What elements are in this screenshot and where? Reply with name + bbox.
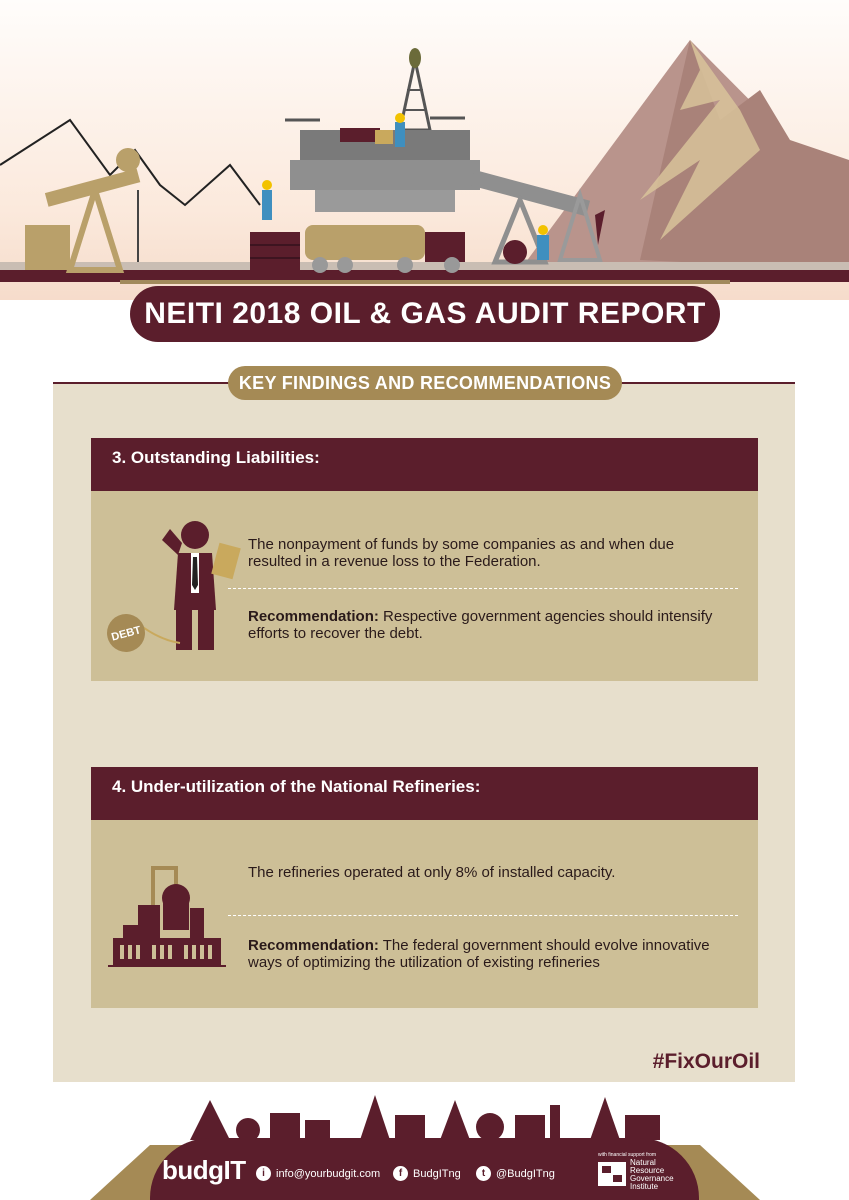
section-badge: KEY FINDINGS AND RECOMMENDATIONS (228, 366, 622, 400)
facebook-text: BudgITng (413, 1167, 461, 1180)
partner-name (630, 1159, 674, 1191)
finding-text: The refineries operated at only 8% of installed capacity. (248, 864, 616, 881)
recommendation-text (248, 608, 738, 642)
oil-field-scene-icon (0, 0, 849, 300)
twitter-icon: t (476, 1166, 491, 1181)
recommendation-label: Recommendation: (248, 937, 379, 954)
debt-label: DEBT (110, 624, 143, 644)
email-contact[interactable] (256, 1166, 380, 1181)
twitter-contact[interactable] (476, 1166, 555, 1181)
email-text: info@yourbudgit.com (276, 1167, 381, 1180)
brand-logo: budgIT (162, 1155, 246, 1185)
dashed-divider (228, 588, 738, 589)
partner-line: Institute (630, 1182, 659, 1191)
facebook-contact[interactable] (393, 1166, 461, 1181)
refinery-icon (108, 860, 226, 970)
title-underline (120, 280, 730, 284)
twitter-text: @BudgITng (496, 1167, 555, 1180)
partner-line: Resource (630, 1166, 665, 1175)
support-note: with financial support from (598, 1152, 657, 1158)
hero-illustration (0, 0, 849, 300)
page-title: NEITI 2018 OIL & GAS AUDIT REPORT (130, 286, 720, 342)
finding-text: The nonpayment of funds by some companies as and when due resulted in a revenue loss to the Federation. (248, 536, 675, 570)
section-heading-liabilities: 3. Outstanding Liabilities: (91, 438, 758, 491)
info-icon: i (256, 1166, 271, 1181)
recommendation-label: Recommendation: (248, 608, 379, 625)
recommendation-body: Respective government agencies should intensify efforts to recover the debt. (248, 608, 713, 642)
hashtag: #FixOurOil (652, 1050, 760, 1073)
dashed-divider (228, 915, 738, 916)
partner-line: Natural (630, 1158, 656, 1167)
recommendation-body: The federal government should evolve innovative ways of optimizing the utilization of existing refineries (248, 937, 710, 971)
facebook-icon: f (393, 1166, 408, 1181)
recommendation-text (248, 937, 738, 971)
section-heading-refineries: 4. Under-utilization of the National Refineries: (91, 767, 758, 820)
nrgi-logo-icon (598, 1162, 626, 1186)
partner-line: Governance (630, 1174, 674, 1183)
